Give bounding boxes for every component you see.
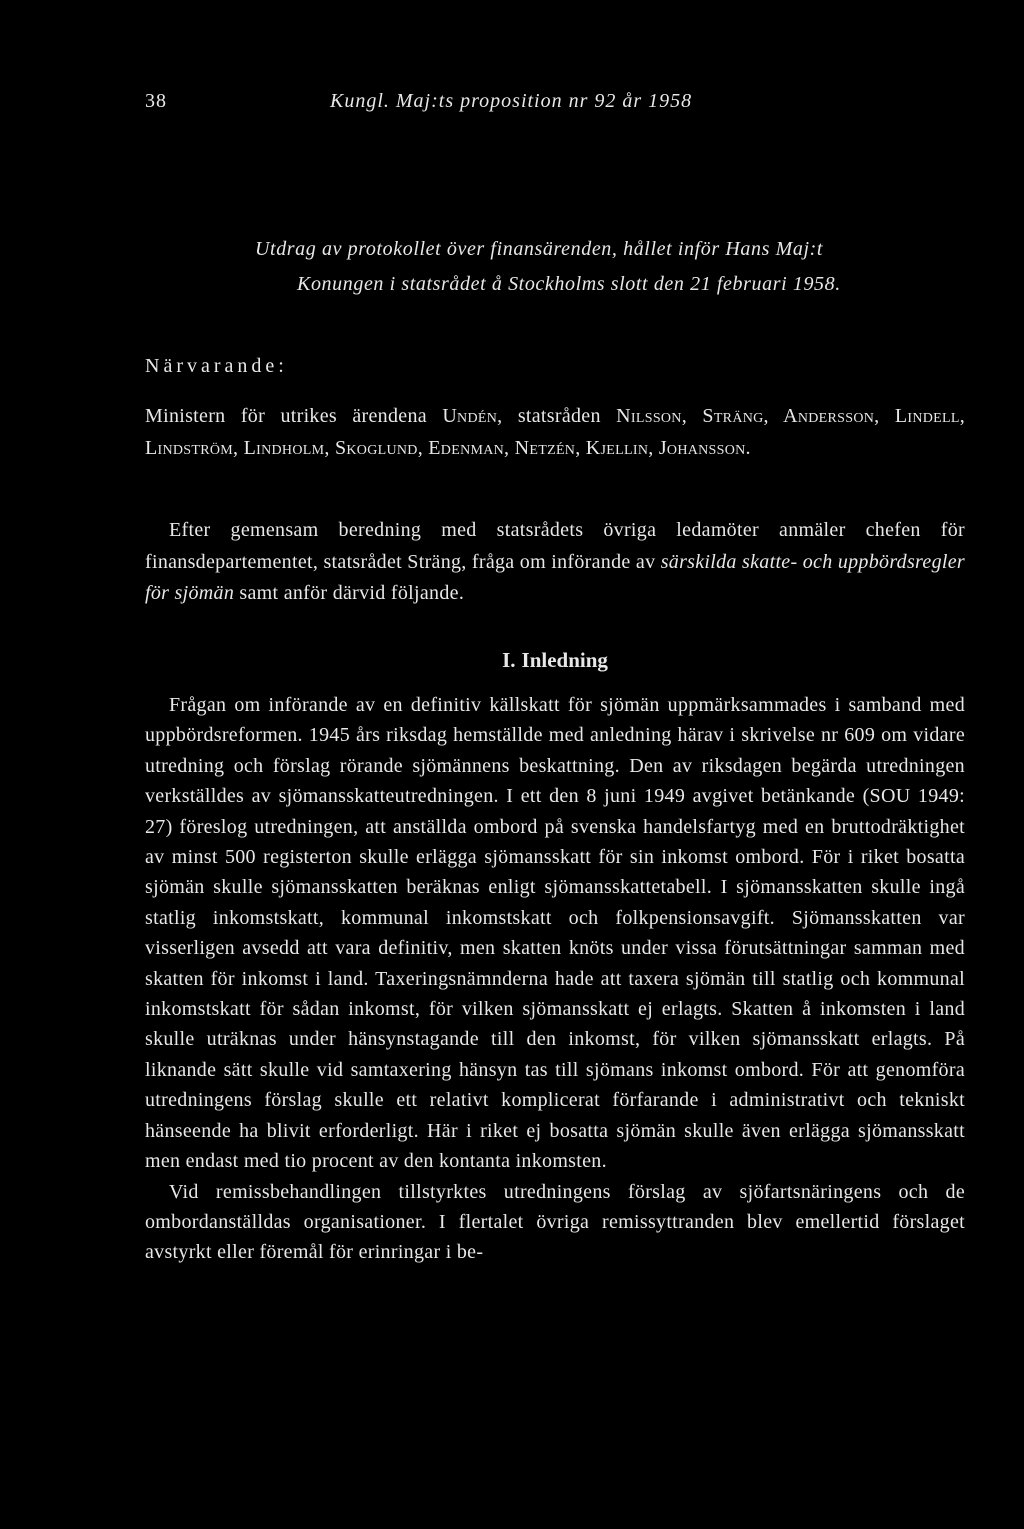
paragraph-1: Frågan om införande av en definitiv källskatt för sjömän uppmärksammades i samband med uppbördsreformen. 1945 års riksdag hemställde med anledning härav i skrivelse nr 609 om vidare utredning och förslag rörande sjömännens beskattning. Den av riksdagen begärda utredningen verkställdes av sjömansskatteutredningen. I ett den 8 juni 1949 avgivet betänkande (SOU 1949: 27) föreslog utredningen, att anställda ombord på svenska handelsfartyg med en bruttodräktighet av minst 500 registerton skulle erlägga sjömansskatt för sin inkomst ombord. För i riket bosatta sjömän skulle sjömansskatten beräknas enligt sjömansskattetabell. I sjömansskatten skulle ingå statlig inkomstskatt, kommunal inkomstskatt och folkpensionsavgift. Sjömansskatten var visserligen avsedd att vara definitiv, men skatten knöts under vissa förutsättningar samman med skatten för inkomst i land. Taxeringsnämnderna hade att taxera sjömän till statlig och kommunal inkomstskatt för sådan inkomst, för vilken sjömansskatt ej erlagts. Skatten å inkomsten i land skulle uträknas under hänsynstagande till den inkomst, för vilken sjömansskatt erlagts. På liknande sätt skulle vid samtaxering hänsyn tas till sjömans inkomst ombord. För att genomföra utredningens förslag skulle ett relativt komplicerat förfarande i administrativt och tekniskt hänseende ha blivit erforderligt. Här i riket ej bosatta sjömän skulle även erlägga sjömansskatt men endast med tio procent av den kontanta inkomsten. — [145, 694, 965, 1173]
page-number: 38 — [145, 90, 167, 112]
protocol-heading-line1: Utdrag av protokollet över finansärenden, hållet inför Hans Maj:t — [255, 238, 824, 260]
running-title: Kungl. Maj:ts proposition nr 92 år 1958 — [330, 90, 693, 112]
ministers-list — [145, 400, 965, 464]
section-number: I. — [502, 648, 516, 672]
intro-paragraph — [145, 515, 965, 610]
ministers-middle: , statsråden — [497, 405, 617, 427]
ministers-prefix: Ministern för utrikes ärendena — [145, 405, 443, 427]
intro-italic-subject: särskilda skatte- och uppbördsregler för sjömän — [145, 550, 965, 604]
ministers-suffix: . — [745, 437, 751, 459]
main-text — [145, 690, 965, 1268]
paragraph-2: Vid remissbehandlingen tillstyrktes utredningens förslag av sjöfartsnäringens och de ombordanställdas organisationer. I flertalet övriga remissyttranden blev emellertid förslaget avstyrkt eller föremål för erinringar i be- — [145, 1180, 965, 1264]
intro-text-before: Efter gemensam beredning med statsrådets övriga ledamöter anmäler chefen för finansdepartementet, statsrådet Sträng, fråga om införande av — [145, 519, 965, 573]
ministers-paragraph — [145, 400, 965, 464]
present-label: Närvarande: — [145, 355, 288, 377]
minister-names: Nilsson, Sträng, Andersson, Lindell, Lindström, Lindholm, Skoglund, Edenman, Netzén, Kjellin, Johansson — [145, 405, 965, 459]
foreign-minister-name: Undén — [442, 405, 498, 427]
protocol-heading-line2: Konungen i statsrådet å Stockholms slott den 21 februari 1958. — [297, 273, 841, 295]
section-title: Inledning — [521, 648, 608, 672]
intro-text-after: samt anför därvid följande. — [234, 582, 465, 604]
section-heading — [145, 648, 965, 673]
protocol-heading — [255, 232, 967, 302]
page-header — [145, 90, 965, 122]
intro-block — [145, 515, 965, 610]
